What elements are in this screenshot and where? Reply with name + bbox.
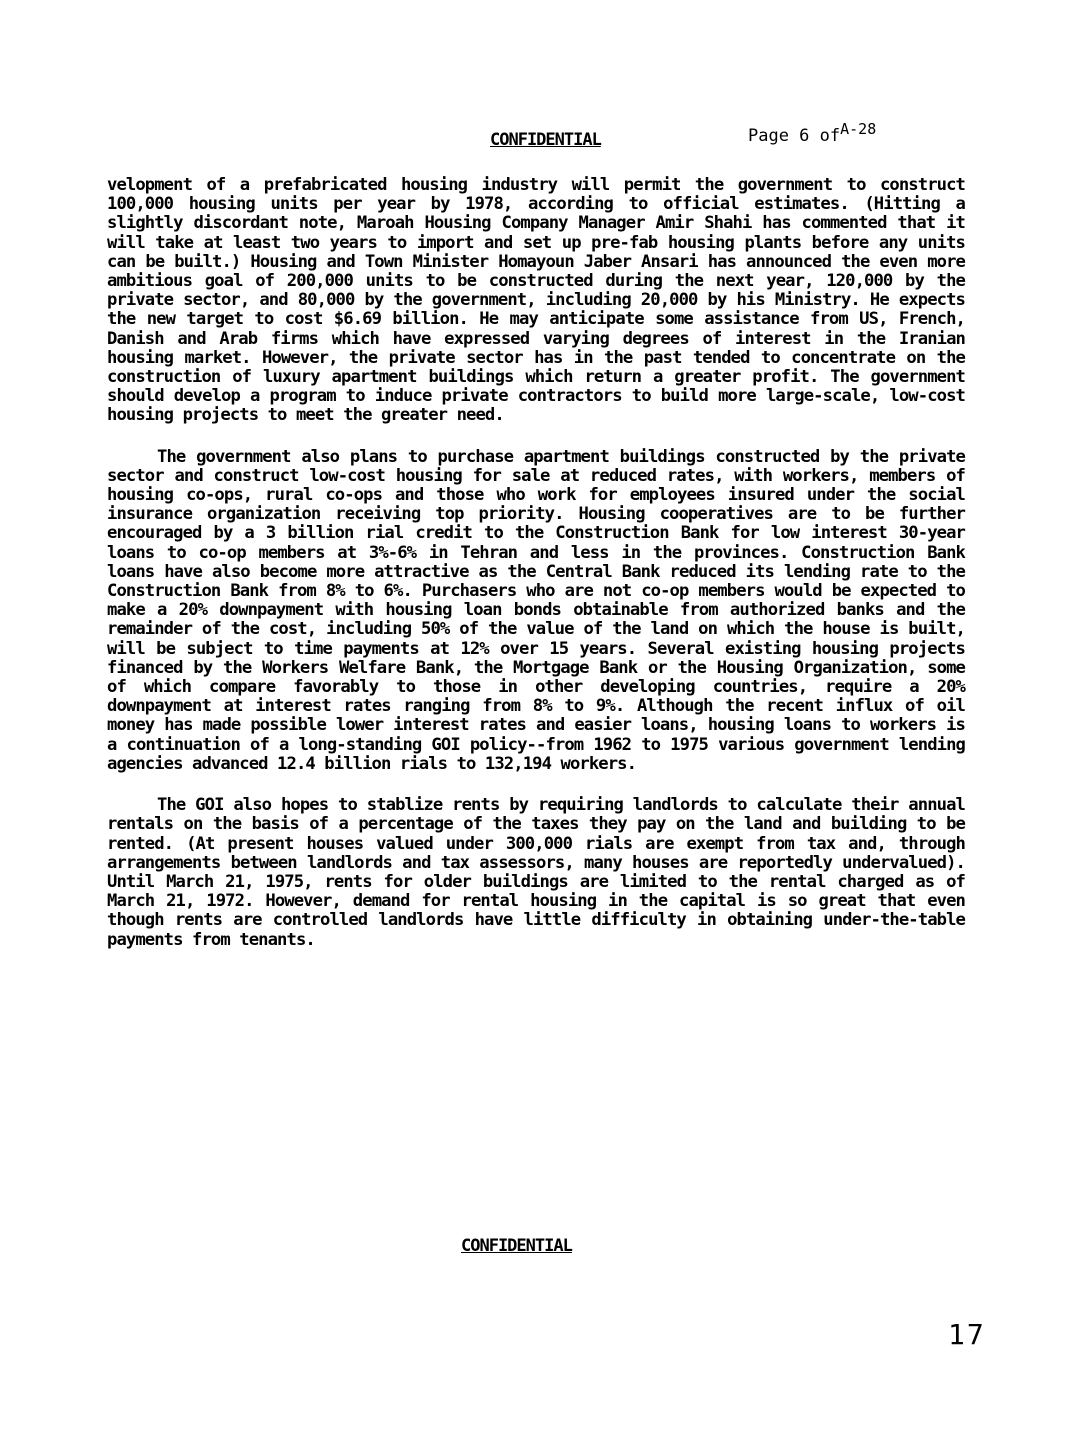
page-ref-superscript: A-28 bbox=[840, 120, 877, 138]
page-number: 17 bbox=[948, 1318, 986, 1351]
footer-classification-marking: CONFIDENTIAL bbox=[461, 1236, 572, 1256]
paragraph-housing-loans: The government also plans to purchase apartment buildings constructed by the private sector and construct low-cost housing for sale at reduced rates, with workers, members of housing co-ops, rural co-ops and those who work for employees insured under the social insurance organization receiving top priority. Housing cooperatives are to be further encouraged by a 3 billion rial credit to the Construction Bank for low interest 30-year loans to co-op members at 3%-6% in Tehran and less in the provinces. Construction Bank loans have also become more attractive as the Central Bank reduced its lending rate to the Construction Bank from 8% to 6%. Purchasers who are not co-op members would be expected to make a 20% downpayment with housing loan bonds obtainable from authorized banks and the remainder of the cost, including 50% of the value of the land on which the house is built, will be subject to time payments at 12% over 15 years. Several existing housing projects financed by the Workers Welfare Bank, the Mortgage Bank or the Housing Organization, some of which compare favorably to those in other developing countries, require a 20% downpayment at interest rates ranging from 8% to 9%. Although the recent influx of oil money has made possible lower interest rates and easier loans, housing loans to workers is a continuation of a long-standing GOI policy--from 1962 to 1975 various government lending agencies advanced 12.4 billion rials to 132,194 workers. bbox=[107, 446, 965, 774]
paragraph-rent-stabilization: The GOI also hopes to stablize rents by requiring landlords to calculate their annual rentals on the basis of a percentage of the taxes they pay on the land and building to be rented. (At present houses valued under 300,000 rials are exempt from tax and, through arrangements between landlords and tax assessors, many houses are reportedly undervalued). Until March 21, 1975, rents for older buildings are limited to the rental charged as of March 21, 1972. However, demand for rental housing in the capital is so great that even though rents are controlled landlords have little difficulty in obtaining under-the-table payments from tenants. bbox=[107, 795, 965, 950]
header-page-reference bbox=[748, 120, 877, 146]
header-classification-marking: CONFIDENTIAL bbox=[490, 130, 601, 150]
body-text bbox=[107, 176, 965, 972]
page-label: Page 6 of bbox=[748, 126, 841, 146]
paragraph-housing-targets: velopment of a prefabricated housing industry will permit the government to construct 100,000 housing units per year by 1978, according to official estimates. (Hitting a slightly discordant note, Maroah Housing Company Manager Amir Shahi has commented that it will take at least two years to import and set up pre-fab housing plants before any units can be built.) Housing and Town Minister Homayoun Jaber Ansari has announced the even more ambitious goal of 200,000 units to be constructed during the next year, 120,000 by the private sector, and 80,000 by the government, including 20,000 by his Ministry. He expects the new target to cost $6.69 billion. He may anticipate some assistance from US, French, Danish and Arab firms which have expressed varying degrees of interest in the Iranian housing market. However, the private sector has in the past tended to concentrate on the construction of luxury apartment buildings which return a greater profit. The government should develop a program to induce private contractors to build more large-scale, low-cost housing projects to meet the greater need. bbox=[107, 175, 965, 426]
